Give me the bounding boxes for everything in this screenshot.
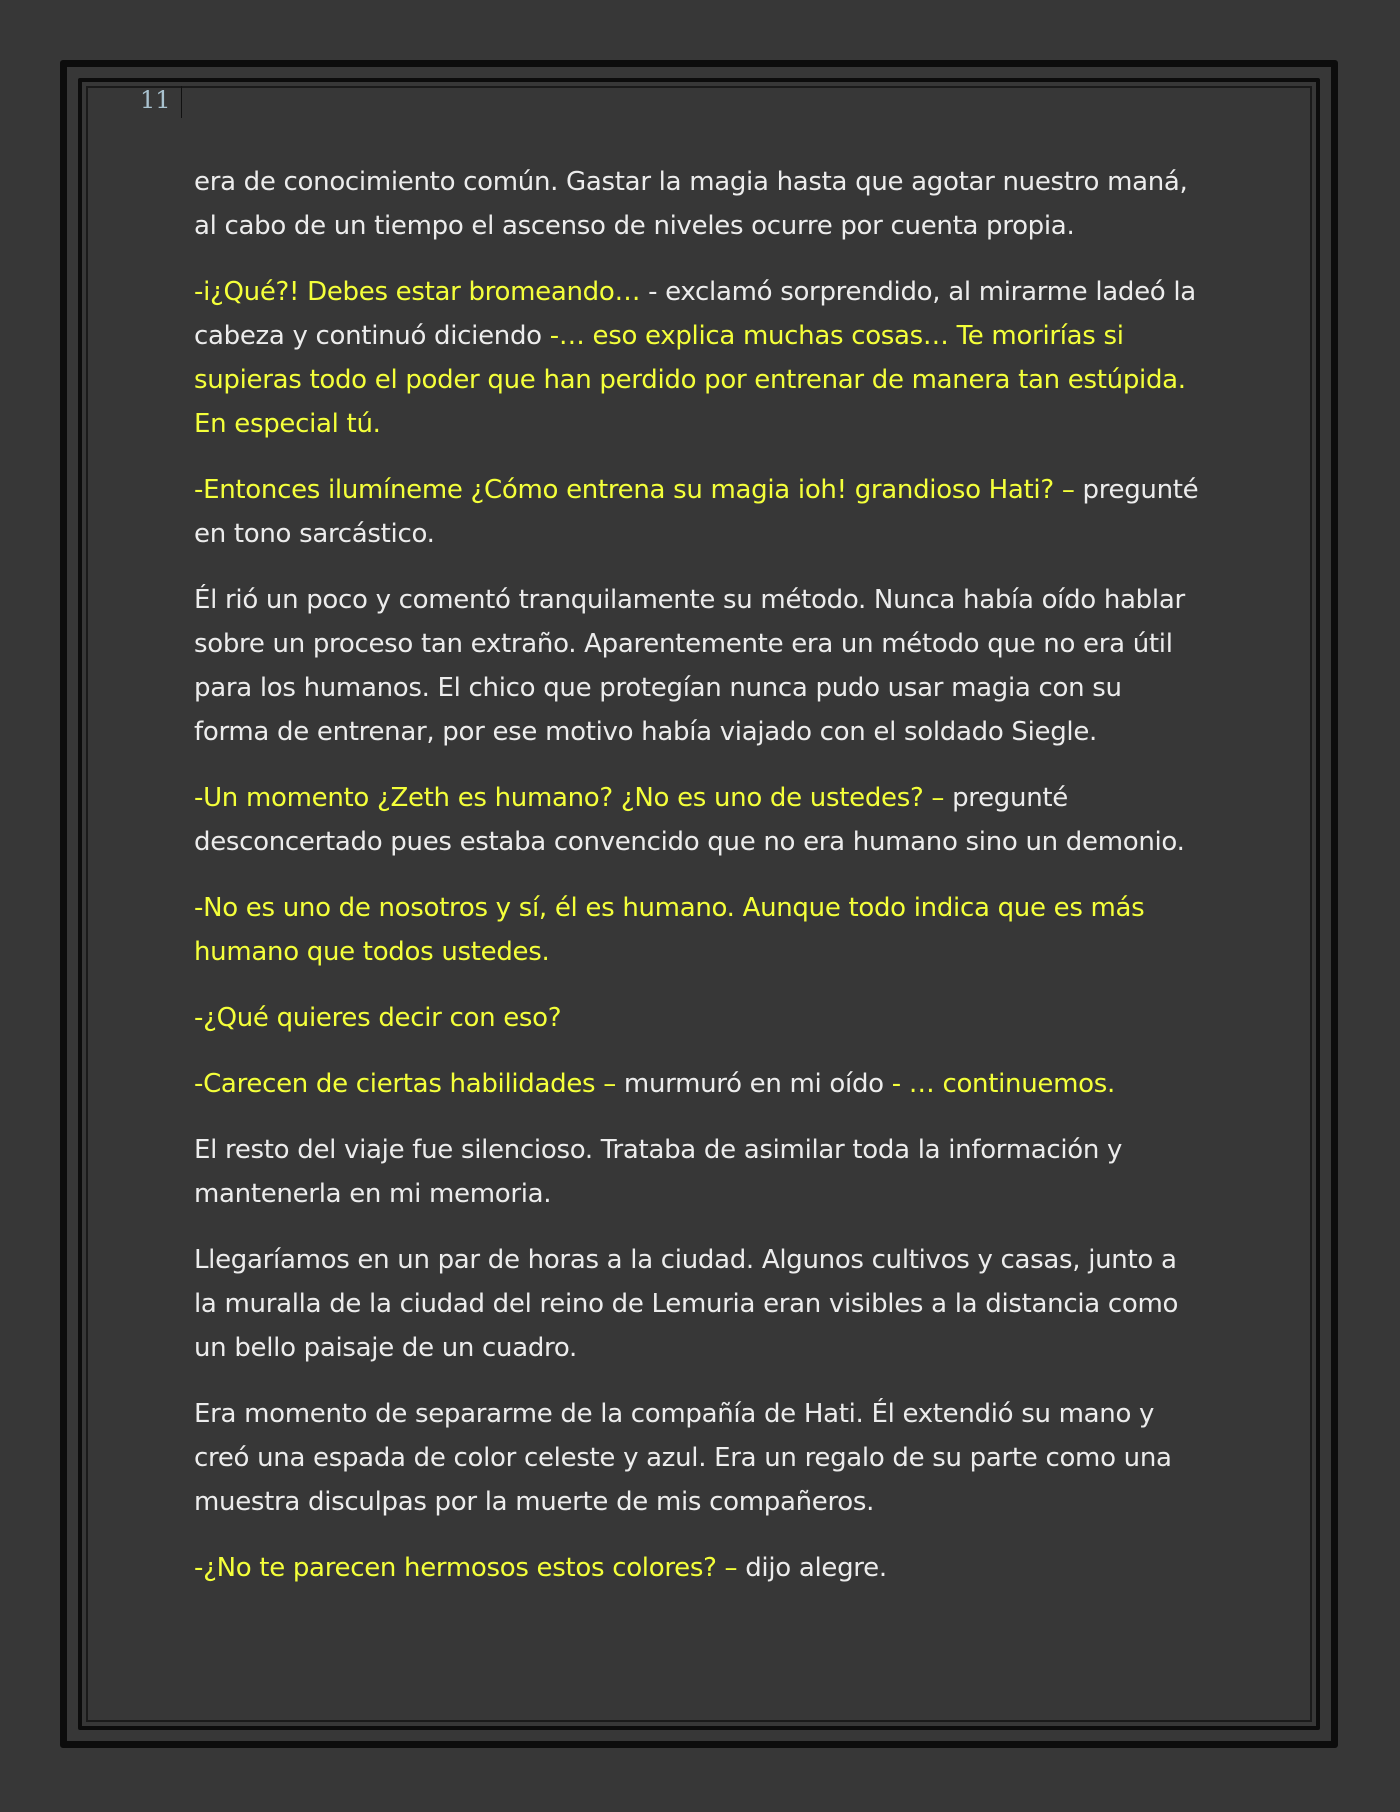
dialogue-text: -Carecen de ciertas habilidades –: [194, 1069, 616, 1099]
narration-text: pregunté desconcertado pues estaba convencido que no era humano sino un demonio.: [194, 783, 1185, 857]
paragraph: [194, 1546, 1204, 1590]
dialogue-text: -… eso explica muchas cosas… Te morirías si supieras todo el poder que han perdido por entrenar de manera tan estúpida. En especial tú.: [194, 321, 1186, 439]
narration-text: - exclamó sorprendido, al mirarme ladeó la cabeza y continuó diciendo: [194, 277, 1196, 351]
dialogue-text: -i¿Qué?! Debes estar bromeando…: [194, 277, 641, 307]
paragraph: [194, 1238, 1204, 1370]
paragraph: [194, 270, 1204, 446]
narration-text: pregunté en tono sarcástico.: [194, 475, 1199, 549]
paragraph: [194, 578, 1204, 754]
paragraph: [194, 468, 1204, 556]
paragraph: [194, 886, 1204, 974]
page-number-divider: [181, 86, 182, 118]
narration-text: Él rió un poco y comentó tranquilamente su método. Nunca había oído hablar sobre un proceso tan extraño. Aparentemente era un método que no era útil para los humanos. El chico que protegían nunca pudo usar magia con su forma de entrenar, por ese motivo había viajado con el soldado Siegle.: [194, 585, 1185, 747]
dialogue-text: -¿No te parecen hermosos estos colores? –: [194, 1553, 738, 1583]
paragraph: [194, 1062, 1204, 1106]
dialogue-text: -Un momento ¿Zeth es humano? ¿No es uno de ustedes? –: [194, 783, 945, 813]
narration-text: Llegaríamos en un par de horas a la ciudad. Algunos cultivos y casas, junto a la muralla de la ciudad del reino de Lemuria eran visibles a la distancia como un bello paisaje de un cuadro.: [194, 1245, 1179, 1363]
dialogue-text: -¿Qué quieres decir con eso?: [194, 1003, 562, 1033]
narration-text: El resto del viaje fue silencioso. Trataba de asimilar toda la información y mantenerla en mi memoria.: [194, 1135, 1123, 1209]
paragraph: [194, 160, 1204, 248]
narration-text: Era momento de separarme de la compañía de Hati. Él extendió su mano y creó una espada de color celeste y azul. Era un regalo de su parte como una muestra disculpas por la muerte de mis compañeros.: [194, 1399, 1172, 1517]
paragraph: [194, 1128, 1204, 1216]
dialogue-text: -Entonces ilumíneme ¿Cómo entrena su magia ioh! grandioso Hati? –: [194, 475, 1075, 505]
paragraph: [194, 996, 1204, 1040]
narration-text: dijo alegre.: [737, 1553, 887, 1583]
narration-text: murmuró en mi oído: [615, 1069, 892, 1099]
paragraph: [194, 776, 1204, 864]
narration-text: era de conocimiento común. Gastar la magia hasta que agotar nuestro maná, al cabo de un tiempo el ascenso de niveles ocurre por cuenta propia.: [194, 167, 1188, 241]
paragraph: [194, 1392, 1204, 1524]
page-number: 11: [140, 86, 171, 114]
dialogue-text: -No es uno de nosotros y sí, él es humano. Aunque todo indica que es más humano que todos ustedes.: [194, 893, 1145, 967]
dialogue-text: - … continuemos.: [891, 1069, 1115, 1099]
page-body-text: [194, 160, 1204, 1612]
